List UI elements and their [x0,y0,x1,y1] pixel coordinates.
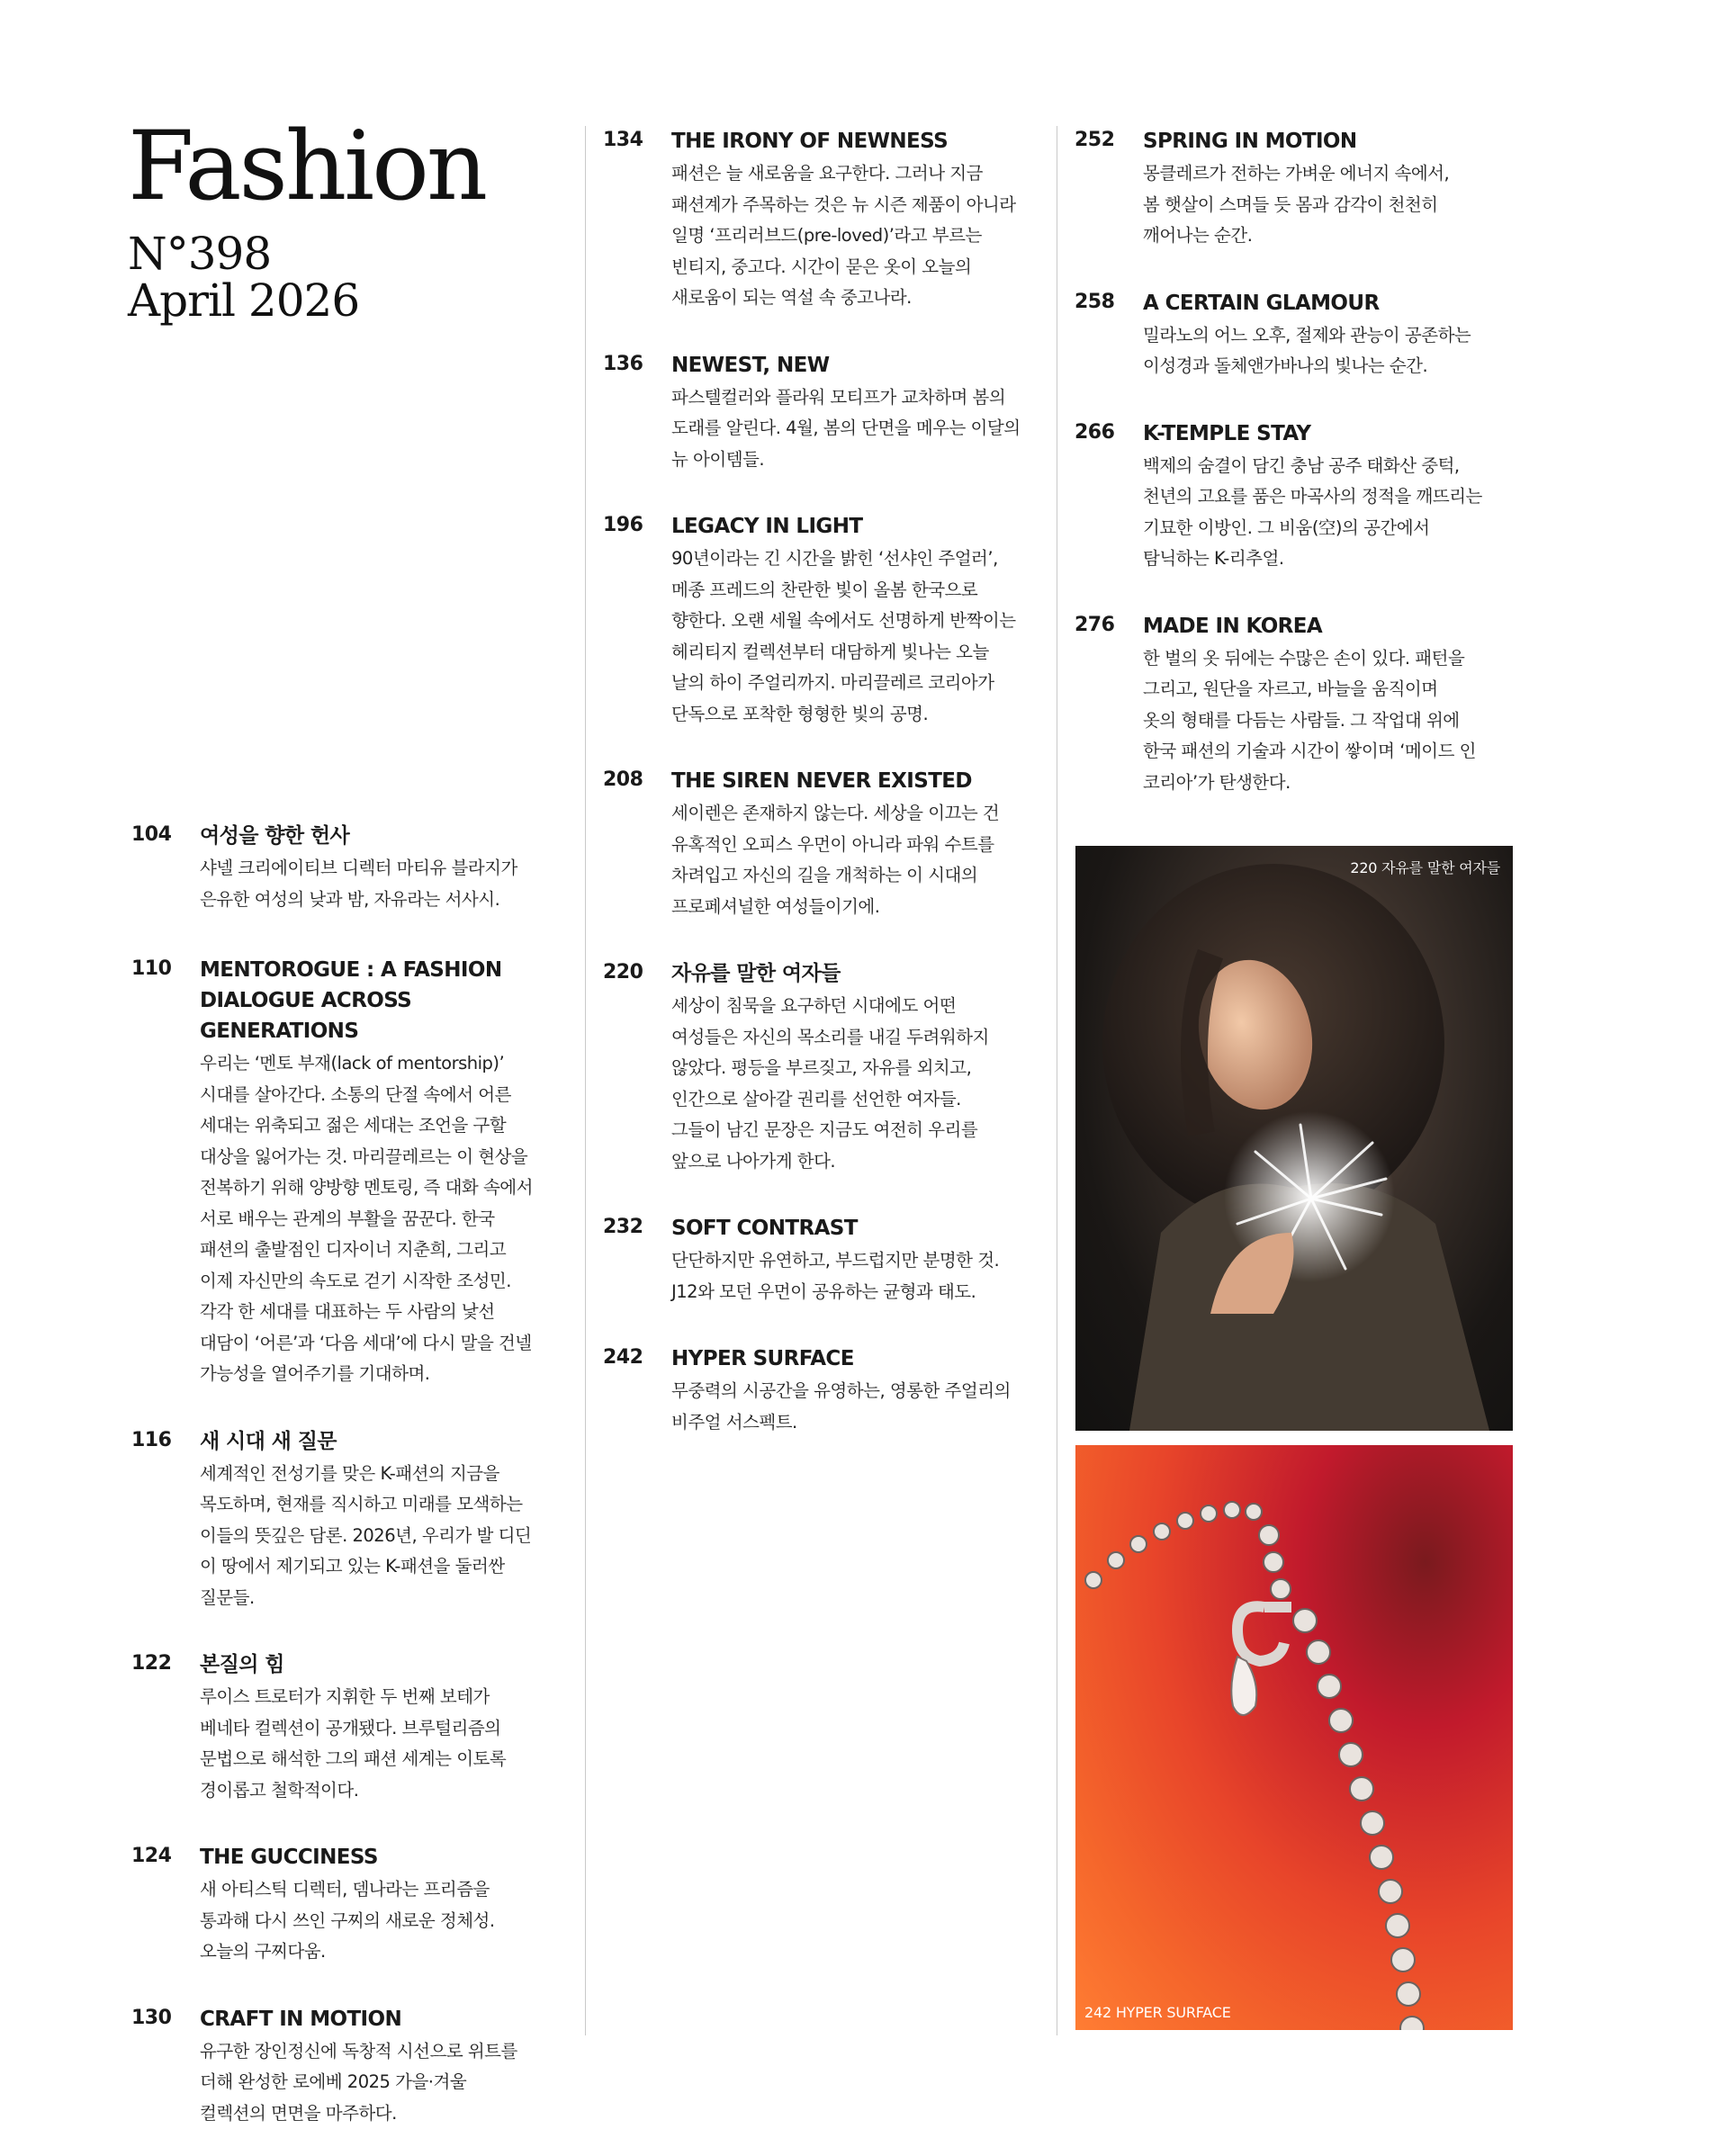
entry-description: 유구한 장인정신에 독창적 시선으로 위트를 더해 완성한 로에베 2025 가을·겨울 컬렉션의 면면을 마주하다. [200,2040,517,2124]
portrait-photo-icon[interactable] [1075,846,1513,1431]
page-number: 122 [131,1652,172,1675]
magazine-title: Fashion [128,111,486,221]
entry-description: 우리는 ‘멘토 부재(lack of mentorship)’ 시대를 살아간다. 소통의 단절 속에서 어른 세대는 위축되고 젊은 세대는 조언을 구할 대상을 잃어가는 것. 마리끌레르는 이 현상을 전복하기 위해 양방향 멘토링, 즉 대화 속에서 서로 배우는 관계의 부활을 꿈꾼다. 한국 패션의 출발점인 디자이너 지춘희, 그리고 이제 자신만의 속도로 걷기 시작한 조성민. 각각 한 세대를 대표하는 두 사람의 낯선 대담이 ‘어른’과 ‘다음 세대’에 다시 말을 건넬 가능성을 열어주기를 기대하며. [200,1053,533,1384]
entry-description: 샤넬 크리에이티브 디렉터 마티유 블라지가 은유한 여성의 낮과 밤, 자유라는 서사시. [200,858,517,910]
contents-entry[interactable] [1075,288,1525,382]
page-number: 276 [1075,613,1115,636]
entry-title: MADE IN KOREA [1143,614,1323,638]
entry-description: 루이스 트로터가 지휘한 두 번째 보테가 베네타 컬렉션이 공개됐다. 브루털리즘의 문법으로 해석한 그의 패션 세계는 이토록 경이롭고 철학적이다. [200,1686,507,1801]
entry-description: 몽클레르가 전하는 가벼운 에너지 속에서, 봄 햇살이 스며들 듯 몸과 감각이 천천히 깨어나는 순간. [1143,163,1450,246]
issue-date: April 2026 [128,274,360,327]
contents-column-right [1075,126,1525,834]
contents-entry[interactable] [131,1842,554,1968]
entry-description: 한 벌의 옷 뒤에는 수많은 손이 있다. 패턴을 그리고, 원단을 자르고, 바늘을 움직이며 옷의 형태를 다듬는 사람들. 그 작업대 위에 한국 패션의 기술과 시간이 쌓이며 ‘메이드 인 코리아’가 탄생한다. [1143,647,1476,793]
photo-caption: 242 HYPER SURFACE [1084,2004,1231,2021]
contents-column-middle [603,126,1035,1474]
contents-entry[interactable] [131,1426,554,1614]
contents-entry[interactable] [603,766,1035,922]
contents-entry[interactable] [603,350,1035,476]
entry-description: 세상이 침묵을 요구하던 시대에도 어떤 여성들은 자신의 목소리를 내길 두려워하지 않았다. 평등을 부르짖고, 자유를 외치고, 인간으로 살아갈 권리를 선언한 여자들. 그들이 남긴 문장은 지금도 여전히 우리를 앞으로 나아가게 한다. [671,995,989,1172]
entry-description: 무중력의 시공간을 유영하는, 영롱한 주얼리의 비주얼 서스펙트. [671,1380,1011,1433]
page-number: 242 [603,1346,643,1369]
entry-description: 세계적인 전성기를 맞은 K-패션의 지금을 목도하며, 현재를 직시하고 미래를 모색하는 이들의 뜻깊은 담론. 2026년, 우리가 발 디딘 이 땅에서 제기되고 있는 K-패션을 둘러싼 질문들. [200,1462,532,1608]
contents-entry[interactable] [603,1343,1035,1438]
entry-description: 밀라노의 어느 오후, 절제와 관능이 공존하는 이성경과 돌체앤가바나의 빛나는 순간. [1143,324,1471,376]
contents-entry[interactable] [603,126,1035,314]
page-number: 252 [1075,129,1115,151]
page-number: 232 [603,1216,643,1238]
column-divider [585,126,586,2035]
page-number: 258 [1075,290,1115,313]
entry-title: THE GUCCINESS [200,1846,378,1869]
page-number: 196 [603,514,643,536]
page-number: 130 [131,2006,172,2029]
contents-entry[interactable] [131,955,554,1390]
page-number: 266 [1075,420,1115,444]
entry-title: HYPER SURFACE [671,1347,854,1370]
entry-title: THE SIREN NEVER EXISTED [671,769,972,793]
page-number: 136 [603,352,643,375]
contents-entry[interactable] [603,958,1035,1177]
contents-entry[interactable] [1075,126,1525,252]
contents-entry[interactable] [1075,611,1525,799]
entry-title: 본질의 힘 [200,1653,284,1676]
page-number: 104 [131,823,172,846]
page-number: 208 [603,768,643,791]
page-number: 124 [131,1845,172,1867]
entry-title: 자유를 말한 여자들 [671,962,841,985]
page-number: 220 [603,961,643,984]
entry-title: A CERTAIN GLAMOUR [1143,291,1380,315]
entry-description: 패션은 늘 새로움을 요구한다. 그러나 지금 패션계가 주목하는 것은 뉴 시즌 제품이 아니라 일명 ‘프리러브드(pre-loved)’라고 부르는 빈티지, 중고다. 시간이 묻은 옷이 오늘의 새로움이 되는 역설 속 중고나라. [671,163,1016,308]
photo-caption: 220 자유를 말한 여자들 [1350,859,1500,876]
entry-description: 새 아티스틱 디렉터, 뎀나라는 프리즘을 통과해 다시 쓰인 구찌의 새로운 정체성. 오늘의 구찌다움. [200,1879,495,1962]
entry-title: LEGACY IN LIGHT [671,515,863,538]
contents-entry[interactable] [131,821,554,915]
entry-title: THE IRONY OF NEWNESS [671,130,949,153]
contents-entry[interactable] [603,511,1035,730]
contents-column-left [131,821,554,2129]
entry-description: 단단하지만 유연하고, 부드럽지만 분명한 것. J12와 모던 우먼이 공유하는 균형과 태도. [671,1250,1000,1302]
page-number: 134 [603,129,643,151]
issue-number: N°398 [128,228,272,280]
entry-title: SOFT CONTRAST [671,1217,858,1240]
entry-description: 백제의 숨결이 담긴 충남 공주 태화산 중턱, 천년의 고요를 품은 마곡사의 정적을 깨뜨리는 기묘한 이방인. 그 비움(空)의 공간에서 탐닉하는 K-리추얼. [1143,454,1482,569]
jewelry-necklace-photo-icon[interactable] [1075,1445,1513,2030]
page-number: 116 [131,1428,172,1451]
entry-description: 파스텔컬러와 플라워 모티프가 교차하며 봄의 도래를 알린다. 4월, 봄의 단면을 메우는 이달의 뉴 아이템들. [671,386,1021,470]
entry-title: 여성을 향한 헌사 [200,824,350,848]
portrait-illustration [1075,846,1513,1431]
necklace-illustration [1075,1445,1513,2030]
entry-title: NEWEST, NEW [671,353,830,377]
contents-entry[interactable] [603,1213,1035,1307]
entry-title: MENTOROGUE : A FASHION DIALOGUE ACROSS GENERATIONS [200,958,502,1043]
entry-description: 90년이라는 긴 시간을 밝힌 ‘선샤인 주얼러’, 메종 프레드의 찬란한 빛이 올봄 한국으로 향한다. 오랜 세월 속에서도 선명하게 반짝이는 헤리티지 컬렉션부터 대담하게 빛나는 오늘 날의 하이 주얼리까지. 마리끌레르 코리아가 단독으로 포착한 형형한 빛의 공명. [671,548,1016,724]
contents-entry[interactable] [1075,418,1525,575]
entry-title: SPRING IN MOTION [1143,130,1357,153]
contents-entry[interactable] [131,1649,554,1806]
entry-title: 새 시대 새 질문 [200,1429,337,1453]
entry-title: CRAFT IN MOTION [200,2007,402,2031]
masthead [128,111,486,327]
contents-entry[interactable] [131,2004,554,2130]
entry-description: 세이렌은 존재하지 않는다. 세상을 이끄는 건 유혹적인 오피스 우먼이 아니라 파워 수트를 차려입고 자신의 길을 개척하는 이 시대의 프로페셔널한 여성들이기에. [671,803,1000,917]
page-number: 110 [131,957,172,980]
entry-title: K-TEMPLE STAY [1143,421,1311,445]
